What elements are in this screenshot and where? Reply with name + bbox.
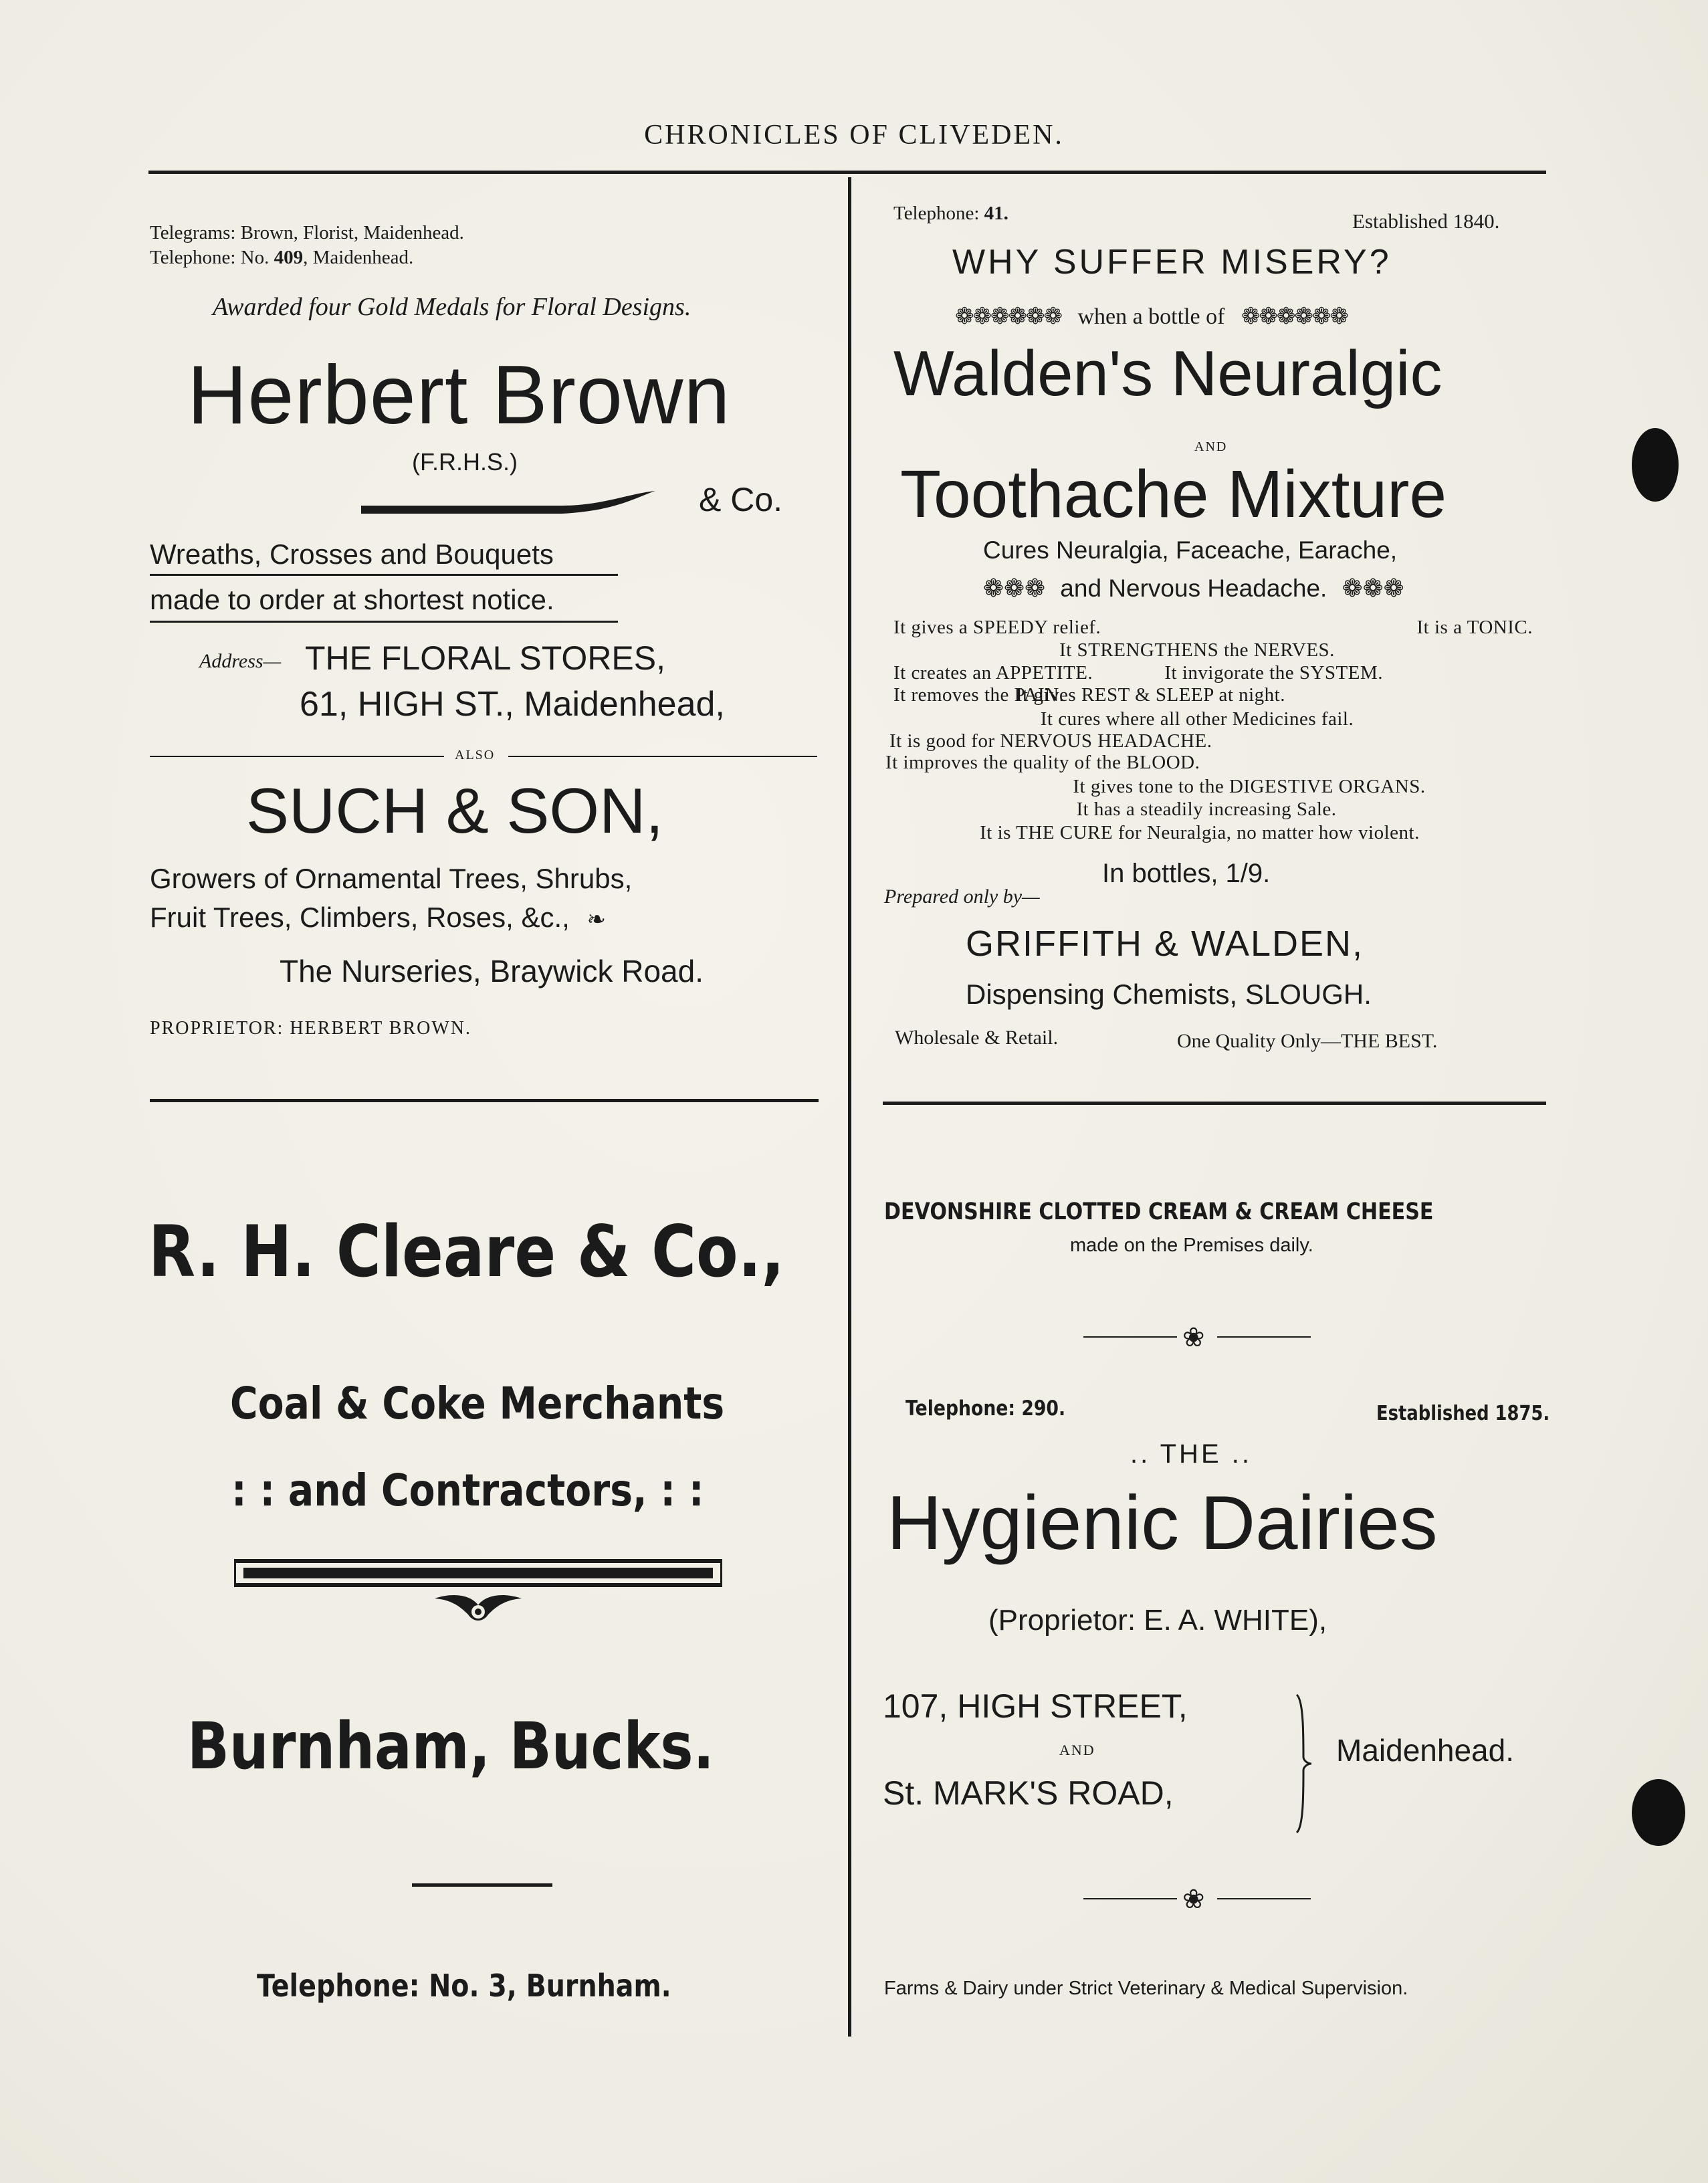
services-line-2: made to order at shortest notice. (150, 584, 554, 615)
clotted-cream-line: DEVONSHIRE CLOTTED CREAM & CREAM CHEESE (884, 1199, 1434, 1225)
rosette-ornament-top (1083, 1318, 1311, 1358)
rosette-ornament-bottom (1083, 1879, 1311, 1919)
cleare-title: R. H. Cleare & Co., (148, 1211, 784, 1293)
awards-line: Awarded four Gold Medals for Floral Designs. (213, 293, 691, 321)
column-divider (848, 177, 851, 2037)
punch-hole-top (1632, 428, 1679, 502)
wholesale-retail: Wholesale & Retail. (895, 1027, 1059, 1049)
left-mid-rule (150, 1099, 819, 1102)
toothache-mixture-title: Toothache Mixture (900, 457, 1447, 532)
address-st-marks: St. MARK'S ROAD, (883, 1774, 1174, 1812)
walden-telephone: Telephone: 41. (893, 203, 1008, 224)
claim-line: It invigorate the SYSTEM. (1164, 662, 1383, 684)
bracket-icon (1294, 1693, 1314, 1834)
also-rule-right (508, 756, 817, 757)
header-rule (148, 171, 1546, 174)
claim-line: It improves the quality of the BLOOD. (885, 752, 1200, 773)
address-line-2: 61, HIGH ST., Maidenhead, (300, 685, 725, 724)
telephone-line: Telephone: No. 409, Maidenhead. (150, 247, 414, 268)
prepared-by: Prepared only by— (884, 886, 1040, 908)
page-header-title: CHRONICLES OF CLIVEDEN. (644, 120, 1064, 150)
scroll-ornament-icon (234, 1558, 722, 1625)
why-suffer-headline: WHY SUFFER MISERY? (952, 243, 1392, 282)
address-label: Address— (199, 650, 282, 672)
claim-line: It is good for NERVOUS HEADACHE. (889, 730, 1212, 752)
cures-line-2: ❁❁❁ and Nervous Headache. ❁❁❁ (983, 575, 1404, 602)
claim-line: It is a TONIC. (1416, 617, 1533, 638)
claim-line: It is THE CURE for Neuralgia, no matter how violent. (980, 822, 1420, 843)
dairies-footer: Farms & Dairy under Strict Veterinary & Medical Supervision. (884, 1978, 1408, 1999)
also-rule-left (150, 756, 444, 757)
star-ornament-icon: ❁❁❁ (983, 575, 1046, 602)
burnham-bucks: Burnham, Bucks. (187, 1709, 714, 1784)
address-and: AND (1059, 1742, 1095, 1758)
claim-line: It creates an APPETITE. (893, 662, 1093, 684)
premises-line: made on the Premises daily. (1070, 1235, 1313, 1256)
griffith-walden: GRIFFITH & WALDEN, (966, 924, 1364, 964)
frhs-label: (F.R.H.S.) (412, 448, 518, 476)
claim-line: It gives a SPEEDY relief. (893, 617, 1101, 638)
such-and-son-title: SUCH & SON, (246, 775, 664, 847)
punch-hole-bottom (1632, 1779, 1685, 1846)
hygienic-dairies-title: Hygienic Dairies (887, 1481, 1438, 1566)
star-ornament-icon: ❁❁❁ (1342, 575, 1404, 602)
when-bottle-line: ❁❁❁❁❁❁ when a bottle of ❁❁❁❁❁❁ (955, 304, 1348, 329)
services-underline-2 (150, 621, 618, 623)
leaf-ornament-icon (361, 487, 675, 520)
waldens-neuralgic-title: Walden's Neuralgic (893, 338, 1443, 409)
cures-line-1: Cures Neuralgia, Faceache, Earache, (983, 536, 1398, 564)
walden-and: AND (1194, 439, 1228, 454)
dairies-telephone: Telephone: 290. (905, 1396, 1066, 1421)
address-line-1: THE FLORAL STORES, (305, 639, 666, 677)
walden-established: Established 1840. (1352, 209, 1500, 233)
contractors-line: : : and Contractors, : : (231, 1465, 704, 1516)
right-mid-rule (883, 1102, 1546, 1105)
cleare-short-rule (412, 1883, 552, 1887)
maidenhead-label: Maidenhead. (1336, 1733, 1514, 1768)
claim-line: It gives REST & SLEEP at night. (1016, 684, 1285, 706)
rosette-icon: ❀ (1182, 1322, 1205, 1352)
nurseries-line: The Nurseries, Braywick Road. (280, 954, 704, 989)
dispensing-chemists: Dispensing Chemists, SLOUGH. (966, 978, 1372, 1010)
telegrams-line: Telegrams: Brown, Florist, Maidenhead. (150, 222, 464, 243)
claim-line: It STRENGTHENS the NERVES. (1059, 639, 1335, 661)
dairies-proprietor: (Proprietor: E. A. WHITE), (988, 1604, 1327, 1637)
claim-line: It has a steadily increasing Sale. (1076, 799, 1337, 820)
star-ornament-icon: ❁❁❁❁❁❁ (955, 304, 1061, 329)
rosette-icon: ❀ (1182, 1884, 1205, 1914)
also-label: ALSO (455, 748, 496, 762)
dairies-established: Established 1875. (1376, 1402, 1550, 1425)
price-line: In bottles, 1/9. (1102, 859, 1271, 888)
coal-coke-line: Coal & Coke Merchants (230, 1378, 725, 1429)
cleare-telephone: Telephone: No. 3, Burnham. (257, 1968, 671, 2004)
flourish-icon: ❧ (586, 907, 606, 932)
growers-line-2: Fruit Trees, Climbers, Roses, &c., ❧ (150, 902, 606, 933)
claim-line: It removes the PAIN. (893, 684, 1065, 706)
growers-line-1: Growers of Ornamental Trees, Shrubs, (150, 863, 633, 894)
services-line-1: Wreaths, Crosses and Bouquets (150, 538, 554, 570)
the-label: .. THE .. (1130, 1439, 1252, 1469)
claim-line: It cures where all other Medicines fail. (1040, 708, 1354, 730)
claim-line: It gives tone to the DIGESTIVE ORGANS. (1073, 776, 1426, 797)
and-co-label: & Co. (699, 481, 783, 518)
herbert-brown-title: Herbert Brown (187, 349, 731, 441)
quality-line: One Quality Only—THE BEST. (1177, 1030, 1438, 1052)
star-ornament-icon: ❁❁❁❁❁❁ (1241, 304, 1348, 329)
address-high-street: 107, HIGH STREET, (883, 1687, 1188, 1725)
services-underline-1 (150, 574, 618, 576)
proprietor-line: PROPRIETOR: HERBERT BROWN. (150, 1018, 472, 1039)
